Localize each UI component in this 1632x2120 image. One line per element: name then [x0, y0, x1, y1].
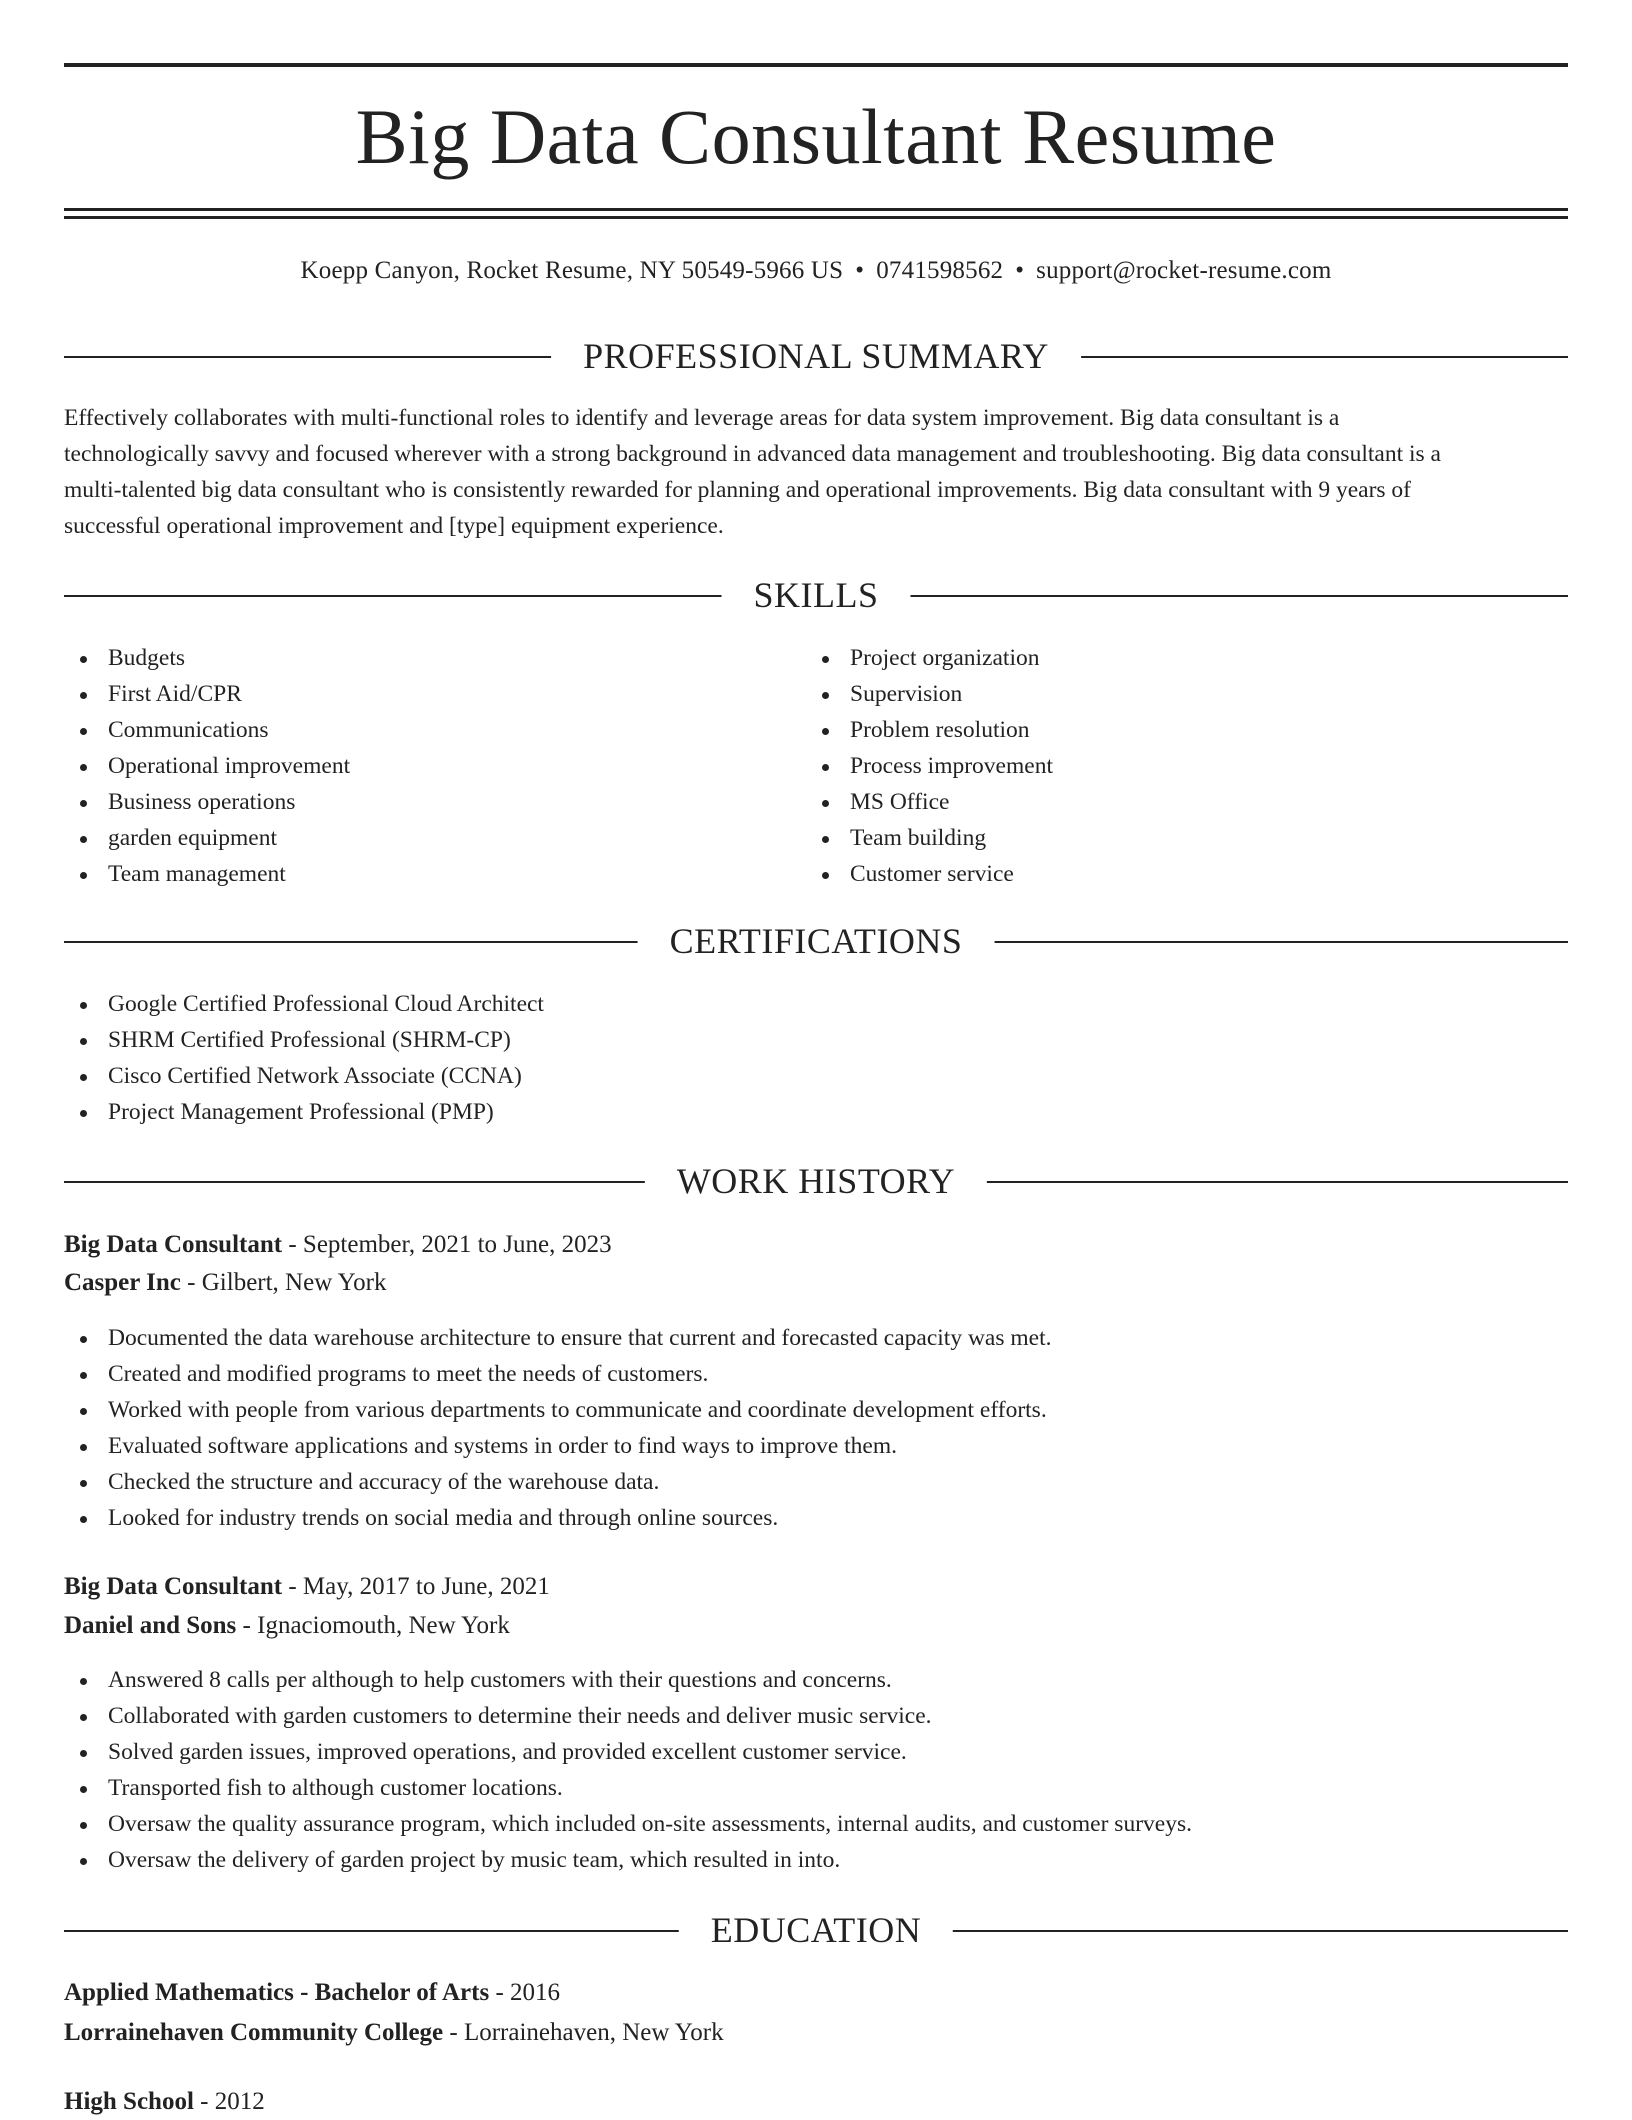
job-title-line — [64, 1227, 612, 1263]
skill-item: garden equipment — [64, 820, 804, 856]
education-degree-line — [64, 2084, 265, 2120]
skill-item: Communications — [64, 712, 804, 748]
education-location: - Lorrainehaven, New York — [443, 2019, 724, 2046]
section-heading-work-history — [64, 1158, 1568, 1204]
summary-line: Effectively collaborates with multi-functional roles to identify and leverage areas for data system improvement. Big data consultant is a — [64, 405, 1340, 431]
job-bullet: Oversaw the delivery of garden project by music team, which resulted in into. — [64, 1842, 1568, 1878]
skill-item: Team management — [64, 856, 804, 892]
job-bullet: Solved garden issues, improved operations, and provided excellent customer service. — [64, 1734, 1568, 1770]
section-title: PROFESSIONAL SUMMARY — [551, 333, 1081, 379]
education-year: - 2012 — [193, 2088, 265, 2115]
page-title: Big Data Consultant Resume — [355, 93, 1277, 180]
job-bullet: Oversaw the quality assurance program, which included on-site assessments, internal audits, and customer surveys. — [64, 1806, 1568, 1842]
summary-line: technologically savvy and focused wherever with a strong background in advanced data management and troubleshooting. Big data consultant is a — [64, 441, 1441, 467]
certification-item: SHRM Certified Professional (SHRM-CP) — [64, 1022, 1568, 1058]
job-bullet: Looked for industry trends on social media and through online sources. — [64, 1500, 1568, 1536]
summary-paragraph — [64, 400, 1568, 544]
section-title: CERTIFICATIONS — [638, 918, 995, 964]
section-title: SKILLS — [721, 572, 910, 618]
education-degree: High School — [64, 2088, 194, 2115]
summary-line: successful operational improvement and [type] equipment experience. — [64, 513, 724, 539]
title-underline-second — [64, 216, 1568, 219]
section-heading-education — [64, 1907, 1568, 1953]
skill-item: First Aid/CPR — [64, 676, 804, 712]
certifications-list — [64, 986, 1568, 1130]
education-year: - 2016 — [489, 1979, 561, 2006]
contact-phone: 0741598562 — [876, 257, 1004, 284]
education-degree-line — [64, 1975, 560, 2011]
skill-item: Supervision — [806, 676, 1546, 712]
contact-email: support@rocket-resume.com — [1036, 257, 1332, 284]
job-title-line — [64, 1569, 550, 1605]
education-degree: Applied Mathematics - Bachelor of Arts — [64, 1979, 490, 2006]
job-company-line — [64, 1608, 510, 1644]
title-underline — [64, 208, 1568, 211]
job-location: - Ignaciomouth, New York — [236, 1612, 510, 1639]
skills-right-column — [806, 640, 1546, 892]
education-school: Lorrainehaven Community College — [64, 2019, 444, 2046]
job-company-line — [64, 1265, 386, 1301]
job-dates: - May, 2017 to June, 2021 — [282, 1573, 550, 1600]
job-bullet: Collaborated with garden customers to determine their needs and deliver music service. — [64, 1698, 1568, 1734]
section-heading-skills — [64, 572, 1568, 618]
job-company: Daniel and Sons — [64, 1612, 237, 1639]
certification-item: Google Certified Professional Cloud Architect — [64, 986, 1568, 1022]
skill-item: Business operations — [64, 784, 804, 820]
section-title: WORK HISTORY — [645, 1158, 987, 1204]
job-dates: - September, 2021 to June, 2023 — [282, 1231, 612, 1258]
section-title: EDUCATION — [679, 1907, 953, 1953]
job-bullet: Worked with people from various departments to communicate and coordinate development efforts. — [64, 1392, 1568, 1428]
section-heading-certifications — [64, 918, 1568, 964]
skill-item: Customer service — [806, 856, 1546, 892]
section-heading-summary — [64, 333, 1568, 379]
skill-item: Team building — [806, 820, 1546, 856]
job-bullet: Checked the structure and accuracy of the warehouse data. — [64, 1464, 1568, 1500]
job-company: Casper Inc — [64, 1269, 181, 1296]
skill-item: MS Office — [806, 784, 1546, 820]
contact-separator: • — [1015, 257, 1025, 284]
education-school-line — [64, 2015, 724, 2051]
skill-item: Project organization — [806, 640, 1546, 676]
contact-line — [64, 254, 1568, 288]
skill-item: Operational improvement — [64, 748, 804, 784]
job-bullet: Transported fish to although customer locations. — [64, 1770, 1568, 1806]
job-bullets — [64, 1320, 1568, 1536]
summary-line: multi-talented big data consultant who is consistently rewarded for planning and operational improvements. Big data consultant with 9 years of — [64, 477, 1412, 503]
skill-item: Problem resolution — [806, 712, 1546, 748]
contact-address: Koepp Canyon, Rocket Resume, NY 50549-5966 US — [300, 257, 844, 284]
skill-item: Process improvement — [806, 748, 1546, 784]
certification-item: Project Management Professional (PMP) — [64, 1094, 1568, 1130]
job-bullet: Answered 8 calls per although to help customers with their questions and concerns. — [64, 1662, 1568, 1698]
top-rule — [64, 63, 1568, 67]
job-bullet: Evaluated software applications and systems in order to find ways to improve them. — [64, 1428, 1568, 1464]
job-bullet: Created and modified programs to meet the needs of customers. — [64, 1356, 1568, 1392]
job-title: Big Data Consultant — [64, 1573, 283, 1600]
job-title: Big Data Consultant — [64, 1231, 283, 1258]
job-location: - Gilbert, New York — [180, 1269, 387, 1296]
skills-left-column — [64, 640, 804, 892]
job-bullet: Documented the data warehouse architecture to ensure that current and forecasted capacity was met. — [64, 1320, 1568, 1356]
skill-item: Budgets — [64, 640, 804, 676]
contact-separator: • — [855, 257, 865, 284]
certification-item: Cisco Certified Network Associate (CCNA) — [64, 1058, 1568, 1094]
job-bullets — [64, 1662, 1568, 1878]
